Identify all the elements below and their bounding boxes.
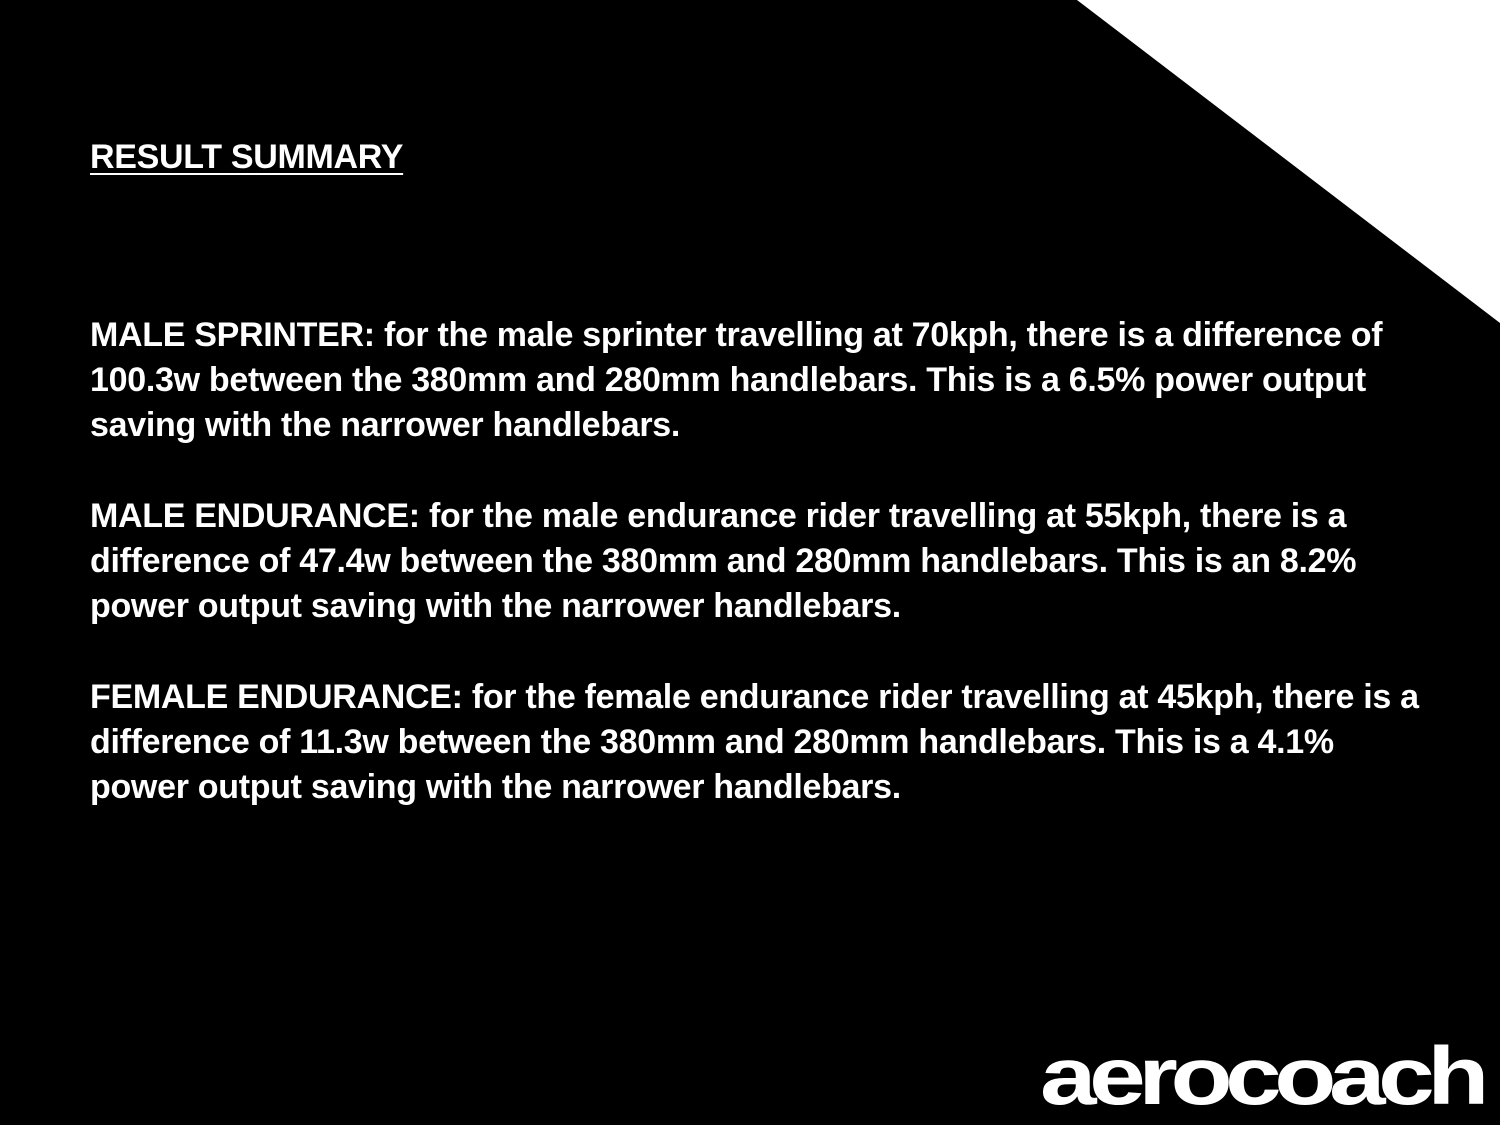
female-endurance-paragraph: FEMALE ENDURANCE: for the female endurance rider travelling at 45kph, there is a difference of 11.3w between the 380mm and 280mm handlebars. This is a 4.1% power output saving with the narrower handlebars. <box>90 678 1419 806</box>
page-title: RESULT SUMMARY <box>90 138 404 176</box>
result-summary <box>90 313 1420 856</box>
male-sprinter-paragraph: MALE SPRINTER: for the male sprinter travelling at 70kph, there is a difference of 100.3w between the 380mm and 280mm handlebars. This is a 6.5% power output saving with the narrower handlebars. <box>90 316 1383 444</box>
aerocoach-logo <box>1040 1036 1485 1116</box>
logo-text: aerocoach <box>1040 1036 1484 1116</box>
male-endurance-paragraph: MALE ENDURANCE: for the male endurance rider travelling at 55kph, there is a difference of 47.4w between the 380mm and 280mm handlebars. This is an 8.2% power output saving with the narrower handlebars. <box>90 497 1357 625</box>
